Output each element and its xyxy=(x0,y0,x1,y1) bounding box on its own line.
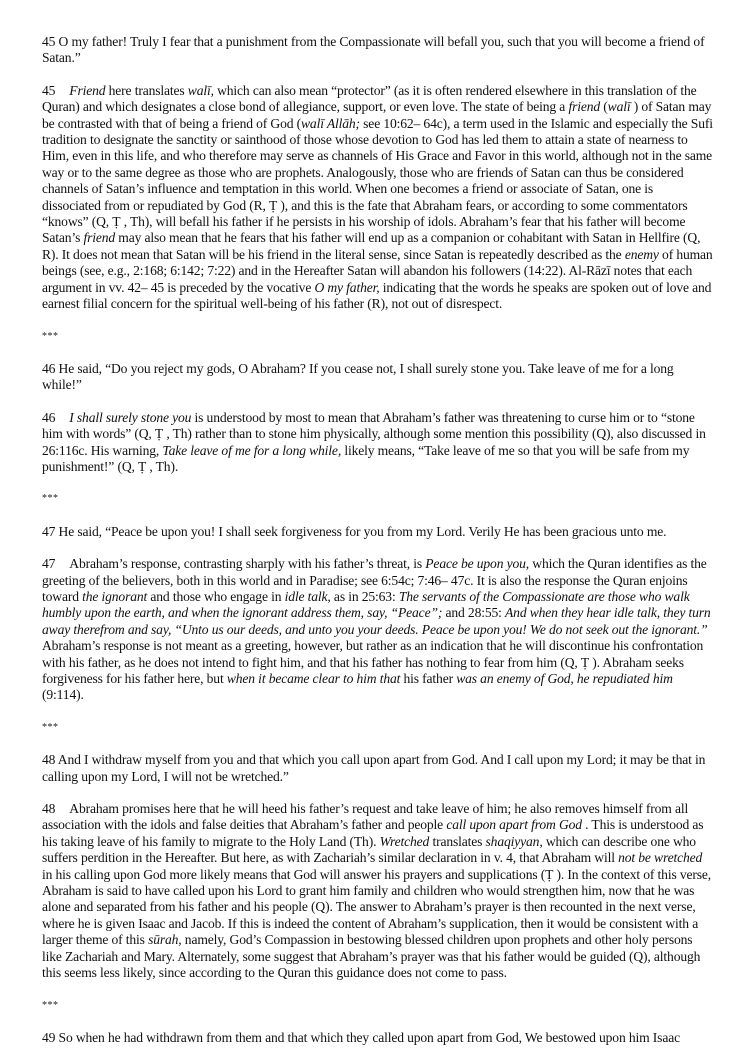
verse-46 xyxy=(42,361,714,394)
commentary-text: . This is understood as his taking leave of his family to migrate to the Holy Land (Th). xyxy=(42,817,704,849)
commentary-text: friend xyxy=(568,99,601,115)
commentary-text: as in 25:63: xyxy=(330,588,399,604)
commentary-text: and those who engage in xyxy=(147,588,285,604)
commentary-45 xyxy=(42,83,714,313)
commentary-text: which can describe one who suffers perdition in the Hereafter. But here, as with Zachariah’s similar declaration in v. 4, that Abraham will xyxy=(42,833,696,866)
commentary-number: 45 xyxy=(42,82,56,98)
commentary-text: enemy xyxy=(624,246,659,262)
verse-49 xyxy=(42,1030,714,1046)
commentary-text: which can also mean “protector” (as it is often rendered elsewhere in this translation of the Quran) and which designates a close bond of allegiance, support, or even love. The state of being a xyxy=(42,82,697,115)
section-separator: *** xyxy=(42,999,59,1011)
commentary-text: And when they hear idle talk, they turn away therefrom and say, “Unto us our deeds, and unto you your deeds. Peace be upon you! We do not seek out the ignorant.” xyxy=(42,605,711,637)
commentary-text: in his calling upon God more likely means that God will answer his prayers and supplications (Ṭ ). In the context of this verse, Abraham is said to have called upon his Lord to grant him family and children who would strengthen him, now that he was alone and separated from his father and his people (Q). The answer to Abraham’s prayer is then recounted in the next verse, where he is given Isaac and Jacob. If this is indeed the content of Abraham’s supplication, then it would be consistent with a larger theme of this xyxy=(42,866,712,948)
commentary-number: 47 xyxy=(42,556,56,572)
commentary-text: Peace be upon you, xyxy=(425,556,530,572)
commentary-text: his father xyxy=(400,671,457,686)
commentary-text: which the Quran identifies as the greeting of the believers, both in this world and in Paradise; see 6:54c; 7:46– 47c. It is also the response the Quran enjoins toward xyxy=(42,556,707,604)
commentary-text: of human beings (see, e.g., 2:168; 6:142; 7:22) and in the Hereafter Satan will abandon his followers (14:22). Al-Rāzī notes that each argument in vv. 42– 45 is preceded by the vocative xyxy=(42,246,713,295)
commentary-48 xyxy=(42,801,714,981)
commentary-text: call upon apart from God xyxy=(446,817,582,833)
commentary-text: indicating that the words he speaks are spoken out of love and earnest filial concern for the spiritual well-being of his father (R), not out of disrespect. xyxy=(42,279,712,312)
document-page xyxy=(42,34,714,1062)
commentary-text: I shall surely stone you xyxy=(69,409,192,425)
commentary-text: when it became clear to him that xyxy=(226,671,401,686)
commentary-text: the ignorant xyxy=(82,588,148,604)
commentary-text: Friend xyxy=(69,82,106,98)
commentary-text: (9:114). xyxy=(42,687,84,703)
commentary-text: Abraham promises here that he will heed his father’s request and take leave of him; he also removes himself from all association with the idols and false deities that Abraham’s father and people xyxy=(42,801,689,833)
commentary-text: Wretched xyxy=(379,833,430,849)
section-separator: *** xyxy=(42,493,59,505)
verse-text: 49 So when he had withdrawn from them and that which they called upon apart from God, We bestowed upon him Isaac xyxy=(42,1029,680,1045)
section-separator: *** xyxy=(42,330,59,342)
commentary-text: O my father, xyxy=(314,279,380,295)
commentary-text: walī Allāh; xyxy=(301,115,360,131)
commentary-text: The servants of the Compassionate are those who walk humbly upon the earth, and when the ignorant address them, say, “Peace”; xyxy=(42,588,690,621)
section-separator: *** xyxy=(42,721,59,733)
commentary-text: namely, God’s Compassion in bestowing blessed children upon prophets and other holy persons like Zachariah and Mary. Alternately, some suggest that Abraham’s prayer was that his father would be guided (Q), although this seems less likely, since according to the Quran this guidance does not come to pass. xyxy=(42,932,701,981)
commentary-text: walī xyxy=(607,99,631,115)
commentary-text: ( xyxy=(600,99,608,115)
commentary-47 xyxy=(42,556,714,704)
verse-45 xyxy=(42,34,714,67)
commentary-text: shaqiyyan, xyxy=(485,833,543,849)
verse-text: 45 O my father! Truly I fear that a punishment from the Compassionate will befall you, such that you will become a friend of Satan.” xyxy=(42,34,705,66)
commentary-text: is understood by most to mean that Abraham’s father was threatening to curse him or to “stone him with words” (Q, Ṭ , Th) rather than to stone him physically, although some mention this possibility (Q), also discussed in 26:116c. His warning, xyxy=(42,409,706,458)
commentary-number: 48 xyxy=(42,801,56,817)
commentary-text: translates xyxy=(429,833,486,849)
commentary-text: was an enemy of God, he repudiated him xyxy=(456,671,673,686)
commentary-text: Abraham’s response is not meant as a greeting, however, but rather as an indication that he will discontinue his confrontation with his father, as he does not intend to fight him, and that his father has nothing to fear from him (Q, Ṭ ). Abraham seeks forgiveness for his father here, but xyxy=(42,638,704,686)
commentary-number: 46 xyxy=(42,409,56,425)
verse-text: 48 And I withdraw myself from you and that which you call upon apart from God. And I call upon my Lord; it may be that in calling upon my Lord, I will not be wretched.” xyxy=(42,752,706,784)
commentary-text: not be wretched xyxy=(618,850,703,866)
verse-text: 47 He said, “Peace be upon you! I shall seek forgiveness for you from my Lord. Verily He has been gracious unto me. xyxy=(42,523,667,539)
commentary-text: and 28:55: xyxy=(442,605,506,621)
commentary-text: ) of Satan may be contrasted with that of being a friend of God ( xyxy=(42,99,712,131)
verse-47 xyxy=(42,524,714,540)
commentary-text: likely means, “Take leave of me so that you will be safe from my punishment!” (Q, Ṭ , Th). xyxy=(42,442,690,474)
commentary-text: friend xyxy=(83,230,116,246)
commentary-text: Abraham’s response, contrasting sharply with his father’s threat, is xyxy=(69,556,426,572)
commentary-text: here translates xyxy=(105,82,188,98)
commentary-text: sūrah, xyxy=(148,932,182,948)
commentary-text: walī, xyxy=(187,82,214,98)
verse-text: 46 He said, “Do you reject my gods, O Abraham? If you cease not, I shall surely stone you. Take leave of me for a long while!” xyxy=(42,360,674,393)
commentary-text: see 10:62– 64c), a term used in the Islamic and especially the Sufi tradition to designate the sanctity or sainthood of those whose devotion to God has led them to attain a state of nearness to Him, even in this life, and who therefore may serve as channels of His Grace and Favor in this world, although not in the same way or to the same degree as those who are prophets. Analogously, those who are friends of Satan can thus be considered channels of Satan’s influence and temptation in this world. When one becomes a friend or associate of Satan, one is dissociated from or repudiated by God (R, Ṭ ), and this is the fate that Abraham fears, or according to some commentators “knows” (Q, Ṭ , Th), will befall his father if he persists in his worship of idols. Abraham’s fear that his father will become Satan’s xyxy=(42,115,713,246)
commentary-text: may also mean that he fears that his father will end up as a companion or cohabitant with Satan in Hellfire (Q, R). It does not mean that Satan will be his friend in the literal sense, since Satan is repeatedly described as the xyxy=(42,230,701,262)
commentary-text: idle talk, xyxy=(284,588,331,604)
commentary-text: Take leave of me for a long while, xyxy=(162,442,342,458)
verse-48 xyxy=(42,752,714,785)
commentary-46 xyxy=(42,410,714,476)
